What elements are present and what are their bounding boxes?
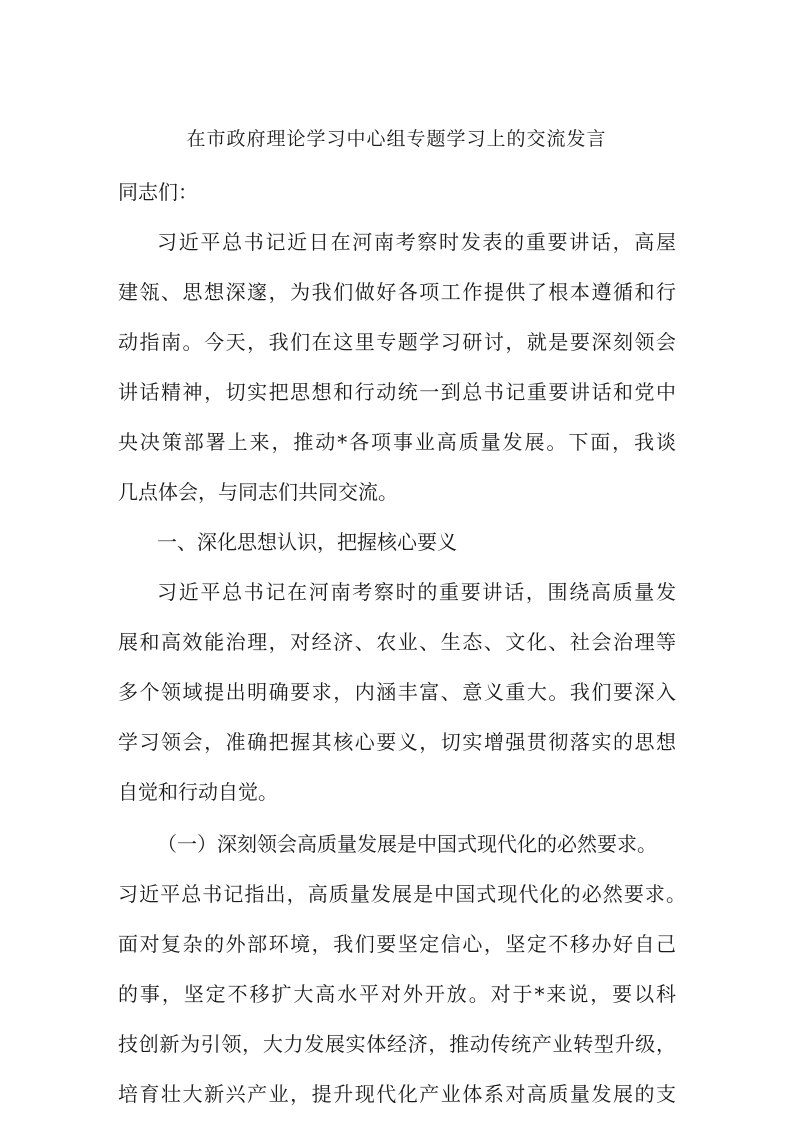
paragraph-line: 习近平总书记在河南考察时的重要讲话，围绕高质量发 xyxy=(157,580,676,604)
paragraph-line: 自觉和行动自觉。 xyxy=(118,780,278,804)
paragraph-line: 学习领会，准确把握其核心要义，切实增强贯彻落实的思想 xyxy=(118,730,676,754)
paragraph-line: 的事，坚定不移扩大高水平对外开放。对于*来说，要以科 xyxy=(118,982,676,1006)
paragraph-line: 面对复杂的外部环境，我们要坚定信心，坚定不移办好自己 xyxy=(118,932,676,956)
paragraph-line: 展和高效能治理，对经济、农业、生态、文化、社会治理等 xyxy=(118,630,676,654)
paragraph-line: 讲话精神，切实把思想和行动统一到总书记重要讲话和党中 xyxy=(118,380,676,404)
paragraph-line: 央决策部署上来，推动*各项事业高质量发展。下面，我谈 xyxy=(118,430,676,454)
paragraph-line: 建瓴、思想深邃，为我们做好各项工作提供了根本遵循和行 xyxy=(118,280,676,304)
salutation: 同志们： xyxy=(118,180,198,204)
paragraph-line: 多个领域提出明确要求，内涵丰富、意义重大。我们要深入 xyxy=(118,680,676,704)
document-title: 在市政府理论学习中心组专题学习上的交流发言 xyxy=(186,128,607,150)
paragraph-line: 技创新为引领，大力发展实体经济，推动传统产业转型升级， xyxy=(118,1032,676,1056)
subsection-heading: （一）深刻领会高质量发展是中国式现代化的必然要求。 xyxy=(157,832,657,856)
section-heading: 一、深化思想认识，把握核心要义 xyxy=(157,530,457,554)
paragraph-line: 习近平总书记近日在河南考察时发表的重要讲话，高屋 xyxy=(157,230,676,254)
paragraph-line: 习近平总书记指出，高质量发展是中国式现代化的必然要求。 xyxy=(118,882,686,906)
paragraph-line: 培育壮大新兴产业，提升现代化产业体系对高质量发展的支 xyxy=(118,1082,676,1106)
paragraph-line: 几点体会，与同志们共同交流。 xyxy=(118,480,398,504)
paragraph-line: 动指南。今天，我们在这里专题学习研讨，就是要深刻领会 xyxy=(118,330,676,354)
